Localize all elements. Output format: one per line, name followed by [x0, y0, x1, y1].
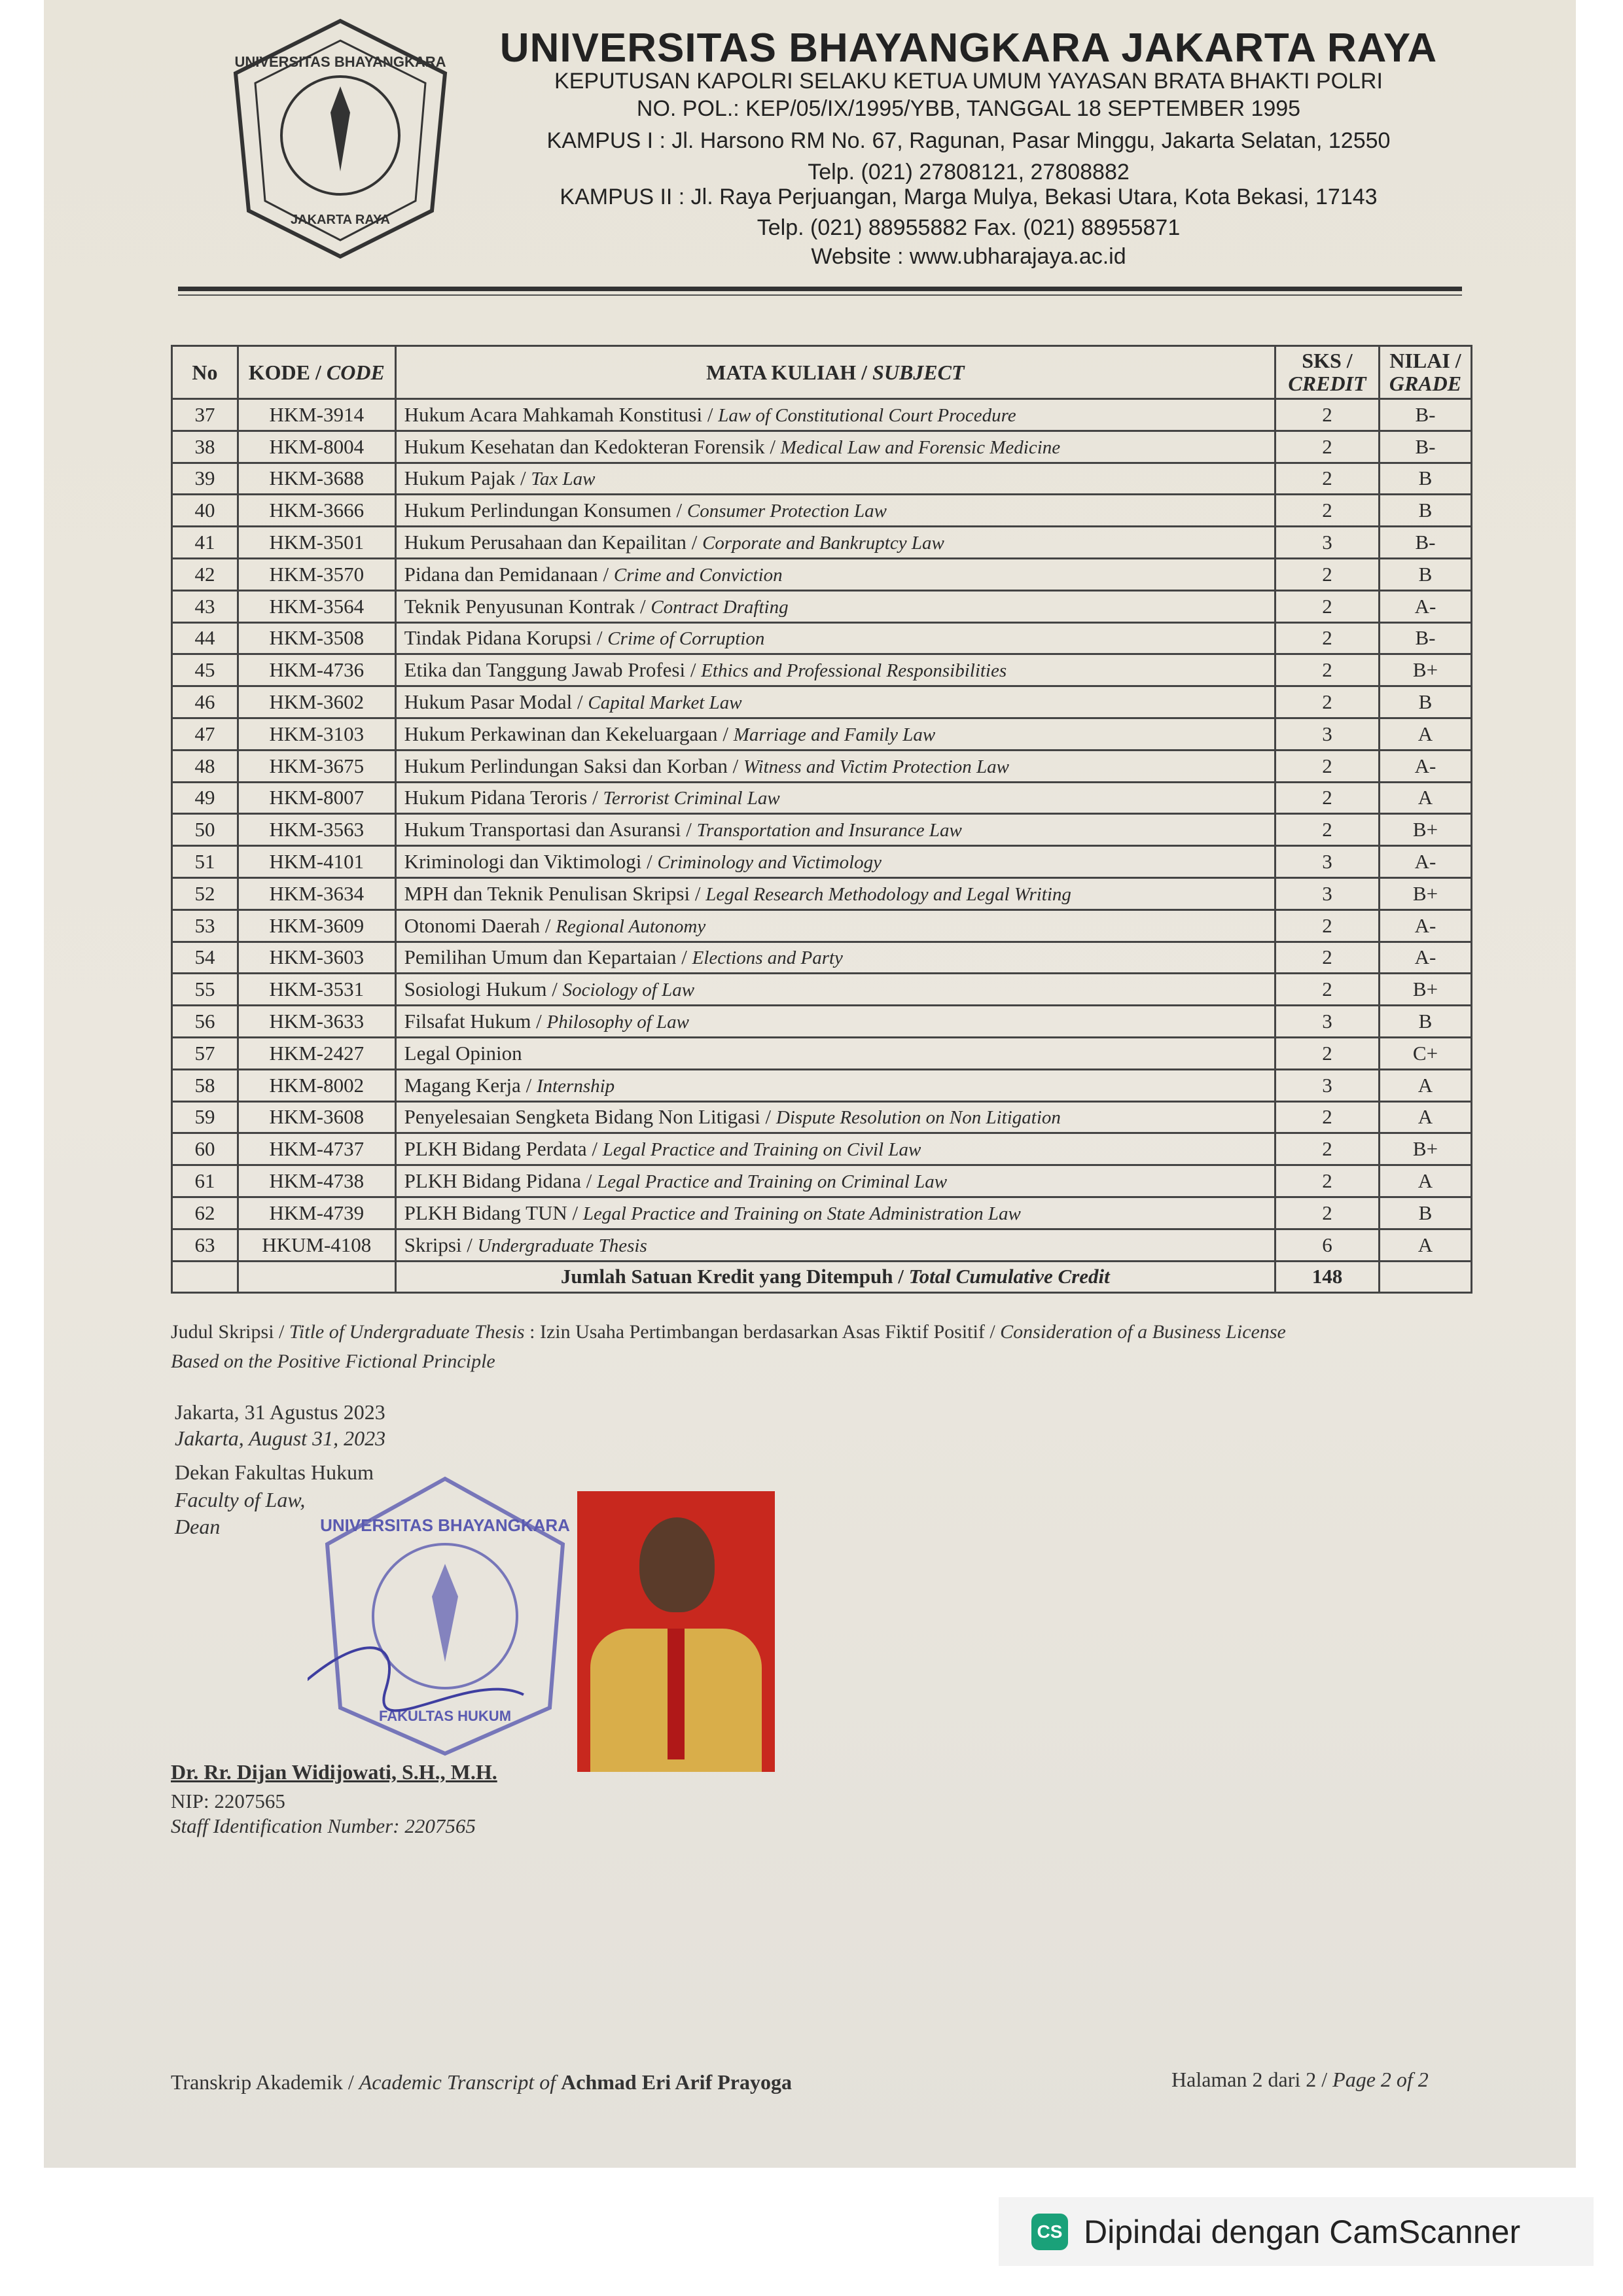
row-code: HKM-3563 — [238, 814, 395, 846]
row-credit: 2 — [1275, 654, 1380, 686]
row-code: HKM-3675 — [238, 750, 395, 782]
svg-text:UNIVERSITAS BHAYANGKARA: UNIVERSITAS BHAYANGKARA — [320, 1515, 570, 1535]
row-credit: 2 — [1275, 974, 1380, 1006]
row-credit: 2 — [1275, 558, 1380, 590]
table-row — [172, 463, 1472, 495]
row-no: 57 — [172, 1037, 238, 1069]
row-subject: Hukum Perkawinan dan Kekeluargaan / Marriage and Family Law — [395, 718, 1275, 750]
header-credit: SKS / CREDIT — [1275, 346, 1380, 399]
total-credit: 148 — [1275, 1261, 1380, 1293]
row-credit: 2 — [1275, 463, 1380, 495]
row-credit: 3 — [1275, 718, 1380, 750]
row-no: 43 — [172, 590, 238, 622]
row-no: 45 — [172, 654, 238, 686]
camscanner-label: Dipindai dengan CamScanner — [1084, 2213, 1521, 2250]
row-subject: Teknik Penyusunan Kontrak / Contract Drafting — [395, 590, 1275, 622]
row-subject: Hukum Perlindungan Konsumen / Consumer Protection Law — [395, 495, 1275, 527]
row-code: HKM-3634 — [238, 877, 395, 910]
row-credit: 2 — [1275, 495, 1380, 527]
row-grade: B — [1379, 463, 1471, 495]
row-no: 46 — [172, 686, 238, 718]
header-line: KAMPUS I : Jl. Harsono RM No. 67, Ragunan, Pasar Minggu, Jakarta Selatan, 12550 — [546, 128, 1391, 153]
row-subject: Pemilihan Umum dan Kepartaian / Elections and Party — [395, 942, 1275, 974]
header-line: NO. POL.: KEP/05/IX/1995/YBB, TANGGAL 18 SEPTEMBER 1995 — [636, 96, 1301, 121]
row-grade: C+ — [1379, 1037, 1471, 1069]
row-subject: Hukum Pidana Teroris / Terrorist Criminal Law — [395, 782, 1275, 814]
row-grade: B- — [1379, 622, 1471, 654]
row-subject: Pidana dan Pemidanaan / Crime and Conviction — [395, 558, 1275, 590]
row-code: HKM-4101 — [238, 846, 395, 878]
row-subject: PLKH Bidang TUN / Legal Practice and Training on State Administration Law — [395, 1197, 1275, 1229]
row-no: 55 — [172, 974, 238, 1006]
row-code: HKM-4739 — [238, 1197, 395, 1229]
row-subject: Skripsi / Undergraduate Thesis — [395, 1229, 1275, 1261]
row-code: HKM-3602 — [238, 686, 395, 718]
row-no: 54 — [172, 942, 238, 974]
dean-staff-id: Staff Identification Number: 2207565 — [171, 1814, 476, 1837]
row-grade: A- — [1379, 750, 1471, 782]
row-no: 59 — [172, 1101, 238, 1133]
row-credit: 3 — [1275, 846, 1380, 878]
row-subject: Hukum Kesehatan dan Kedokteran Forensik / Medical Law and Forensic Medicine — [395, 431, 1275, 463]
row-subject: Hukum Acara Mahkamah Konstitusi / Law of Constitutional Court Procedure — [395, 399, 1275, 431]
row-code: HKM-3609 — [238, 910, 395, 942]
row-code: HKM-4736 — [238, 654, 395, 686]
row-subject: Otonomi Daerah / Regional Autonomy — [395, 910, 1275, 942]
row-credit: 2 — [1275, 590, 1380, 622]
row-credit: 2 — [1275, 399, 1380, 431]
table-row — [172, 558, 1472, 590]
row-code: HKUM-4108 — [238, 1229, 395, 1261]
dean-name: Dr. Rr. Dijan Widijowati, S.H., M.H. — [171, 1760, 497, 1784]
row-no: 61 — [172, 1165, 238, 1197]
total-label: Jumlah Satuan Kredit yang Ditempuh / Total Cumulative Credit — [395, 1261, 1275, 1293]
table-row — [172, 1133, 1472, 1165]
row-code: HKM-3570 — [238, 558, 395, 590]
row-grade: B- — [1379, 527, 1471, 559]
row-no: 50 — [172, 814, 238, 846]
row-subject: Etika dan Tanggung Jawab Profesi / Ethics and Professional Responsibilities — [395, 654, 1275, 686]
row-code: HKM-3564 — [238, 590, 395, 622]
faculty-stamp — [308, 1472, 582, 1760]
row-credit: 2 — [1275, 1165, 1380, 1197]
row-grade: A — [1379, 1165, 1471, 1197]
row-credit: 2 — [1275, 910, 1380, 942]
row-no: 56 — [172, 1006, 238, 1038]
student-photo — [577, 1491, 775, 1772]
table-row — [172, 590, 1472, 622]
role-id: Dekan Fakultas Hukum — [175, 1460, 374, 1484]
row-subject: PLKH Bidang Pidana / Legal Practice and Training on Criminal Law — [395, 1165, 1275, 1197]
table-row — [172, 750, 1472, 782]
row-credit: 2 — [1275, 942, 1380, 974]
camscanner-logo-icon: CS — [1031, 2214, 1068, 2250]
row-subject: Sosiologi Hukum / Sociology of Law — [395, 974, 1275, 1006]
row-grade: A- — [1379, 942, 1471, 974]
row-grade: B — [1379, 1006, 1471, 1038]
row-grade: B — [1379, 1197, 1471, 1229]
row-no: 60 — [172, 1133, 238, 1165]
table-row — [172, 622, 1472, 654]
table-row — [172, 1197, 1472, 1229]
header-subject: MATA KULIAH / SUBJECT — [395, 346, 1275, 399]
row-code: HKM-4738 — [238, 1165, 395, 1197]
row-credit: 6 — [1275, 1229, 1380, 1261]
row-credit: 2 — [1275, 1197, 1380, 1229]
row-no: 37 — [172, 399, 238, 431]
header-rule — [178, 294, 1462, 296]
header-line: KEPUTUSAN KAPOLRI SELAKU KETUA UMUM YAYASAN BRATA BHAKTI POLRI — [554, 69, 1383, 94]
row-credit: 2 — [1275, 750, 1380, 782]
row-grade: A- — [1379, 910, 1471, 942]
date-id: Jakarta, 31 Agustus 2023 — [175, 1400, 385, 1424]
date-en: Jakarta, August 31, 2023 — [175, 1426, 386, 1450]
row-grade: B+ — [1379, 877, 1471, 910]
table-row — [172, 654, 1472, 686]
row-code: HKM-3103 — [238, 718, 395, 750]
table-row — [172, 686, 1472, 718]
row-credit: 2 — [1275, 782, 1380, 814]
row-grade: B+ — [1379, 1133, 1471, 1165]
row-no: 53 — [172, 910, 238, 942]
row-code: HKM-4737 — [238, 1133, 395, 1165]
table-row — [172, 942, 1472, 974]
row-no: 49 — [172, 782, 238, 814]
header-code: KODE / CODE — [238, 346, 395, 399]
table-row — [172, 718, 1472, 750]
row-code: HKM-3508 — [238, 622, 395, 654]
header-rule — [178, 287, 1462, 291]
header-line: KAMPUS II : Jl. Raya Perjuangan, Marga Mulya, Bekasi Utara, Kota Bekasi, 17143 — [560, 185, 1378, 209]
svg-text:JAKARTA RAYA: JAKARTA RAYA — [291, 213, 390, 227]
role-en: Faculty of Law, — [175, 1488, 306, 1511]
row-grade: A- — [1379, 590, 1471, 622]
row-no: 48 — [172, 750, 238, 782]
table-row — [172, 1069, 1472, 1101]
row-no: 39 — [172, 463, 238, 495]
row-credit: 3 — [1275, 1006, 1380, 1038]
row-subject: Kriminologi dan Viktimologi / Criminology and Victimology — [395, 846, 1275, 878]
row-subject: Hukum Pasar Modal / Capital Market Law — [395, 686, 1275, 718]
table-row — [172, 527, 1472, 559]
university-logo — [216, 14, 465, 263]
camscanner-badge — [999, 2197, 1594, 2266]
row-code: HKM-3633 — [238, 1006, 395, 1038]
row-code: HKM-3666 — [238, 495, 395, 527]
table-row — [172, 495, 1472, 527]
table-row — [172, 1229, 1472, 1261]
row-no: 63 — [172, 1229, 238, 1261]
row-code: HKM-3603 — [238, 942, 395, 974]
row-code: HKM-3531 — [238, 974, 395, 1006]
row-credit: 2 — [1275, 622, 1380, 654]
header-grade: NILAI / GRADE — [1379, 346, 1471, 399]
row-credit: 2 — [1275, 1037, 1380, 1069]
header-line: Website : www.ubharajaya.ac.id — [811, 244, 1126, 269]
table-row — [172, 814, 1472, 846]
row-grade: B+ — [1379, 654, 1471, 686]
row-grade: B — [1379, 686, 1471, 718]
table-row — [172, 431, 1472, 463]
row-subject: MPH dan Teknik Penulisan Skripsi / Legal Research Methodology and Legal Writing — [395, 877, 1275, 910]
row-code: HKM-2427 — [238, 1037, 395, 1069]
row-credit: 3 — [1275, 877, 1380, 910]
row-no: 47 — [172, 718, 238, 750]
thesis-title: Judul Skripsi / Title of Undergraduate Thesis : Izin Usaha Pertimbangan berdasarkan Asas Fiktif Positif / Consideration of a Business License Based on the Positive Fictional Principle — [171, 1321, 1286, 1372]
row-no: 62 — [172, 1197, 238, 1229]
row-no: 52 — [172, 877, 238, 910]
row-code: HKM-8007 — [238, 782, 395, 814]
university-name: UNIVERSITAS BHAYANGKARA JAKARTA RAYA — [499, 26, 1438, 71]
row-subject: Hukum Perlindungan Saksi dan Korban / Witness and Victim Protection Law — [395, 750, 1275, 782]
row-subject: Hukum Pajak / Tax Law — [395, 463, 1275, 495]
table-row — [172, 782, 1472, 814]
transcript-table — [171, 345, 1472, 1294]
row-subject: Hukum Transportasi dan Asuransi / Transportation and Insurance Law — [395, 814, 1275, 846]
row-code: HKM-3914 — [238, 399, 395, 431]
row-credit: 2 — [1275, 431, 1380, 463]
row-no: 44 — [172, 622, 238, 654]
row-grade: B- — [1379, 431, 1471, 463]
dean-nip: NIP: 2207565 — [171, 1790, 285, 1812]
table-row — [172, 877, 1472, 910]
role-en: Dean — [175, 1515, 221, 1538]
header-no: No — [172, 346, 238, 399]
table-header — [172, 346, 1472, 399]
row-grade: A- — [1379, 846, 1471, 878]
row-grade: B — [1379, 558, 1471, 590]
table-row — [172, 846, 1472, 878]
table-row — [172, 1006, 1472, 1038]
row-no: 40 — [172, 495, 238, 527]
header-line: Telp. (021) 88955882 Fax. (021) 88955871 — [757, 215, 1181, 240]
page-number: Halaman 2 dari 2 / Page 2 of 2 — [1171, 2068, 1429, 2091]
row-subject: Penyelesaian Sengketa Bidang Non Litigasi / Dispute Resolution on Non Litigation — [395, 1101, 1275, 1133]
row-grade: B — [1379, 495, 1471, 527]
row-no: 38 — [172, 431, 238, 463]
row-subject: Hukum Perusahaan dan Kepailitan / Corporate and Bankruptcy Law — [395, 527, 1275, 559]
row-grade: A — [1379, 1069, 1471, 1101]
row-no: 58 — [172, 1069, 238, 1101]
row-credit: 2 — [1275, 814, 1380, 846]
row-credit: 3 — [1275, 1069, 1380, 1101]
row-no: 41 — [172, 527, 238, 559]
footer-transcript-label: Transkrip Akademik / Academic Transcript of Achmad Eri Arif Prayoga — [171, 2070, 792, 2094]
row-grade: B+ — [1379, 974, 1471, 1006]
row-grade: A — [1379, 782, 1471, 814]
row-credit: 2 — [1275, 1101, 1380, 1133]
row-code: HKM-3688 — [238, 463, 395, 495]
total-row — [172, 1261, 1472, 1293]
table-row — [172, 1165, 1472, 1197]
row-subject: Filsafat Hukum / Philosophy of Law — [395, 1006, 1275, 1038]
table-row — [172, 399, 1472, 431]
row-grade: A — [1379, 1101, 1471, 1133]
table-row — [172, 910, 1472, 942]
row-credit: 2 — [1275, 1133, 1380, 1165]
table-row — [172, 1101, 1472, 1133]
row-no: 51 — [172, 846, 238, 878]
row-subject: Magang Kerja / Internship — [395, 1069, 1275, 1101]
table-row — [172, 974, 1472, 1006]
svg-text:FAKULTAS HUKUM: FAKULTAS HUKUM — [378, 1708, 512, 1724]
row-subject: Tindak Pidana Korupsi / Crime of Corruption — [395, 622, 1275, 654]
header-line: Telp. (021) 27808121, 27808882 — [808, 160, 1130, 185]
row-grade: A — [1379, 1229, 1471, 1261]
row-grade: B+ — [1379, 814, 1471, 846]
row-subject: PLKH Bidang Perdata / Legal Practice and Training on Civil Law — [395, 1133, 1275, 1165]
row-grade: B- — [1379, 399, 1471, 431]
table-row — [172, 1037, 1472, 1069]
row-no: 42 — [172, 558, 238, 590]
row-grade: A — [1379, 718, 1471, 750]
row-code: HKM-8002 — [238, 1069, 395, 1101]
row-code: HKM-3501 — [238, 527, 395, 559]
row-code: HKM-8004 — [238, 431, 395, 463]
row-subject: Legal Opinion — [395, 1037, 1275, 1069]
row-credit: 2 — [1275, 686, 1380, 718]
row-code: HKM-3608 — [238, 1101, 395, 1133]
svg-text:UNIVERSITAS BHAYANGKARA: UNIVERSITAS BHAYANGKARA — [234, 54, 446, 70]
row-credit: 3 — [1275, 527, 1380, 559]
